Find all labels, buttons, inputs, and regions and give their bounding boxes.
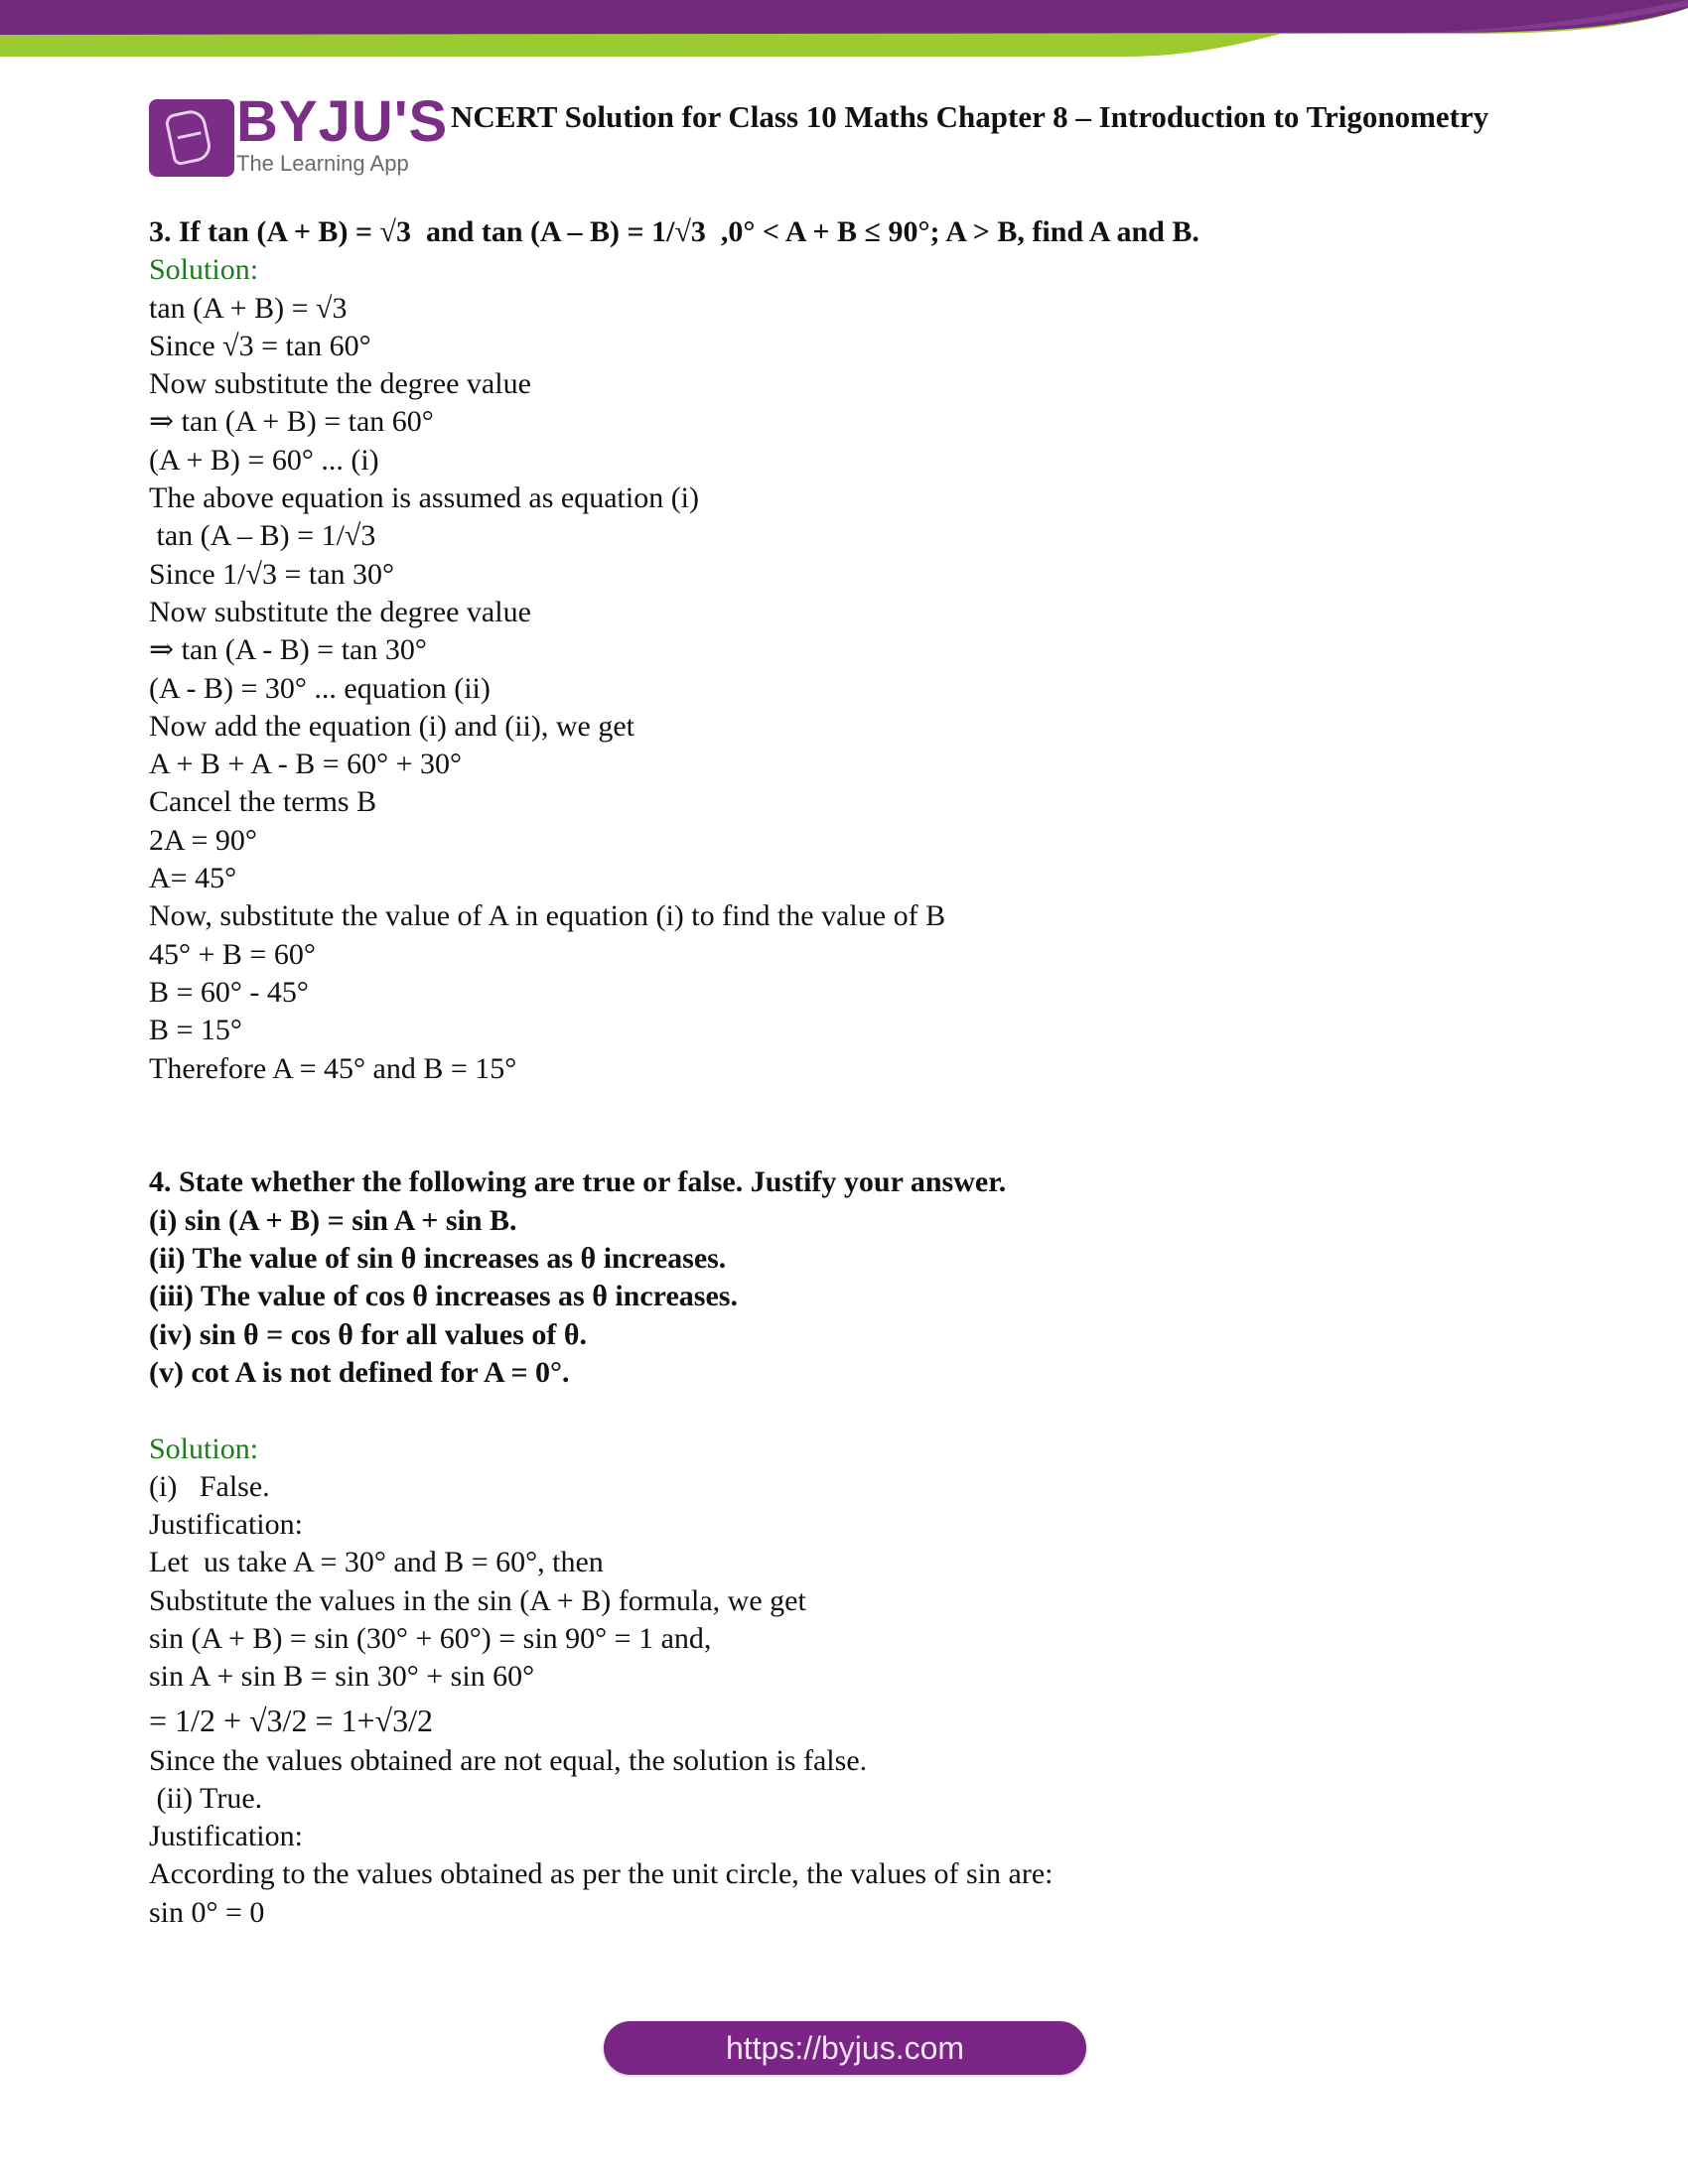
solution-line: B = 60° - 45° — [149, 975, 309, 1009]
spacer — [149, 1088, 1559, 1126]
brand-tagline: The Learning App — [236, 151, 409, 176]
solution-line: Justification: — [149, 1508, 303, 1542]
solution-line: Cancel the terms B — [149, 785, 377, 819]
solution-line: Now substitute the degree value — [149, 367, 531, 401]
spacer — [149, 1126, 1559, 1163]
solution-line: Since the values obtained are not equal, the solution is false. — [149, 1743, 868, 1777]
spacer — [149, 1392, 1559, 1430]
solution-line: = 1/2 + √3/2 = 1+√3/2 — [149, 1702, 433, 1738]
solution-line: (A - B) = 30° ... equation (ii) — [149, 671, 491, 705]
brand-name: BYJU'S — [236, 89, 449, 154]
solution-line: 2A = 90° — [149, 823, 257, 857]
question-4: 4. State whether the following are true or false. Justify your answer. — [149, 1165, 1007, 1199]
solution-line: B = 15° — [149, 1014, 242, 1047]
solution-line: According to the values obtained as per the unit circle, the values of sin are: — [149, 1857, 1054, 1891]
solution-line: ⇒ tan (A - B) = tan 30° — [149, 633, 427, 667]
question-part: (v) cot A is not defined for A = 0°. — [149, 1355, 570, 1389]
question-part: (i) sin (A + B) = sin A + sin B. — [149, 1203, 517, 1237]
question-part: (iv) sin θ = cos θ for all values of θ. — [149, 1317, 588, 1351]
solution-line: Justification: — [149, 1820, 303, 1853]
solution-line: A= 45° — [149, 862, 237, 895]
question-part: (iii) The value of cos θ increases as θ increases. — [149, 1280, 738, 1313]
question-3: 3. If tan (A + B) = √3 and tan (A – B) = 1/√3 ,0° < A + B ≤ 90°; A > B, find A and B. — [149, 215, 1199, 248]
solution-line: Now substitute the degree value — [149, 595, 531, 628]
solution-line: Let us take A = 30° and B = 60°, then — [149, 1546, 604, 1579]
solution-line: (ii) True. — [149, 1781, 263, 1815]
logo-b-glyph — [164, 107, 213, 166]
solution-line: Therefore A = 45° and B = 15° — [149, 1051, 517, 1085]
solution-line: ⇒ tan (A + B) = tan 60° — [149, 405, 434, 439]
document-title: NCERT Solution for Class 10 Maths Chapter 8 – Introduction to Trigonometry — [451, 99, 1489, 134]
solution-line: Substitute the values in the sin (A + B) formula, we get — [149, 1583, 806, 1617]
solution-line: tan (A – B) = 1/√3 — [149, 519, 376, 553]
solution-line: sin (A + B) = sin (30° + 60°) = sin 90° = 1 and, — [149, 1621, 712, 1655]
solution-line: (A + B) = 60° ... (i) — [149, 443, 379, 477]
solution-line: The above equation is assumed as equation (i) — [149, 481, 700, 515]
solution-line: A + B + A - B = 60° + 30° — [149, 748, 463, 781]
solution-label: Solution: — [149, 1432, 259, 1465]
solution-line: Since 1/√3 = tan 30° — [149, 557, 395, 591]
solution-line: Now add the equation (i) and (ii), we get — [149, 709, 635, 743]
solution-line: sin 0° = 0 — [149, 1895, 265, 1929]
byjus-logo-icon — [149, 99, 234, 177]
solution-line: sin A + sin B = sin 30° + sin 60° — [149, 1660, 535, 1694]
document-body — [149, 213, 1559, 1932]
solution-line: (i) False. — [149, 1469, 270, 1503]
solution-line: 45° + B = 60° — [149, 937, 316, 971]
solution-line: tan (A + B) = √3 — [149, 291, 348, 325]
byjus-website-link[interactable]: https://byjus.com — [604, 2021, 1086, 2075]
solution-line: Now, substitute the value of A in equation (i) to find the value of B — [149, 899, 946, 933]
header-banner — [0, 0, 1688, 69]
solution-label: Solution: — [149, 253, 259, 287]
question-part: (ii) The value of sin θ increases as θ increases. — [149, 1242, 727, 1276]
solution-line: Since √3 = tan 60° — [149, 329, 371, 362]
